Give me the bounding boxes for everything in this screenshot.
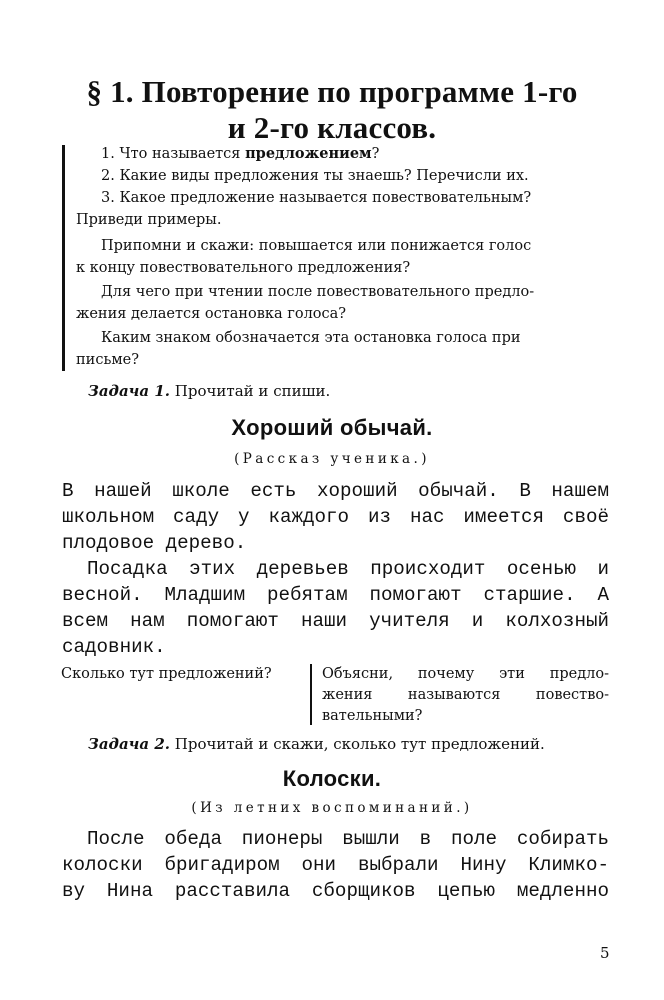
story-1-line: В нашей школе есть хороший обычай. В нашем: [62, 480, 609, 502]
question-4-line-1: [76, 235, 608, 257]
task-2: [88, 733, 545, 755]
story-1-line: весной. Младшим ребятам помогают старшие. А: [62, 584, 609, 606]
side-questions-divider: [310, 664, 312, 725]
side-question-right-line: жения называются повество-: [322, 687, 609, 703]
story-1-line: садовник.: [62, 636, 166, 658]
section-title-line-1: § 1. Повторение по программе 1-го: [86, 74, 578, 109]
question-1-prefix: 1. Что называется: [101, 146, 246, 162]
question-6-text-1: Каким знаком обозначается эта остановка голоса при: [101, 330, 521, 346]
questions-margin-bar: [62, 145, 65, 371]
story-1-line: Посадка этих деревьев происходит осенью и: [87, 558, 609, 580]
task-2-text: Прочитай и скажи, сколько тут предложений.: [174, 735, 545, 753]
question-6-line-1: [76, 327, 608, 349]
story-2-title: Колоски.: [282, 766, 382, 791]
question-3-line-1: [76, 187, 608, 209]
task-1-label: Задача 1.: [88, 382, 171, 400]
question-6-line-2: письме?: [76, 352, 139, 368]
story-1-line: плодовое дерево.: [62, 532, 247, 554]
side-question-left: Сколько тут предложений?: [61, 666, 272, 682]
question-4-line-2: к концу повествовательного предложения?: [76, 260, 411, 276]
task-2-label: Задача 2.: [88, 735, 171, 753]
story-1-line: всем нам помогают наши учителя и колхозный: [62, 610, 609, 632]
question-5-line-1: [76, 281, 608, 303]
side-question-right-line: вательными?: [322, 708, 423, 724]
story-1-subtitle: (Рассказ ученика.): [234, 451, 430, 467]
question-1: [76, 143, 608, 165]
question-5-line-2: жения делается остановка голоса?: [76, 306, 347, 322]
section-title-line-2: и 2-го классов.: [227, 110, 437, 145]
side-question-right-line: Объясни, почему эти предло-: [322, 666, 609, 682]
question-2-text: 2. Какие виды предложения ты знаешь? Перечисли их.: [101, 168, 529, 184]
question-1-suffix: ?: [371, 146, 380, 162]
question-5-text-1: Для чего при чтении после повествовательного предло-: [101, 284, 535, 300]
story-2-subtitle: (Из летних воспоминаний.): [191, 800, 473, 816]
story-2-line: После обеда пионеры вышли в поле собирать: [87, 828, 609, 850]
story-1-title: Хороший обычай.: [231, 415, 433, 440]
question-3-text-1: 3. Какое предложение называется повествовательным?: [101, 190, 532, 206]
story-2-line: колоски бригадиром они выбрали Нину Климко-: [62, 854, 609, 876]
task-1-text: Прочитай и спиши.: [174, 382, 331, 400]
question-1-term: предложением: [245, 145, 372, 162]
story-2-line: ву Нина расставила сборщиков цепью медленно: [62, 880, 609, 902]
story-1-line: школьном саду у каждого из нас имеется своё: [62, 506, 609, 528]
question-4-text-1: Припомни и скажи: повышается или понижается голос: [101, 238, 532, 254]
page-number: 5: [600, 944, 610, 962]
question-2: [76, 165, 608, 187]
task-1: [88, 380, 330, 402]
question-3-line-2: Приведи примеры.: [76, 212, 222, 228]
